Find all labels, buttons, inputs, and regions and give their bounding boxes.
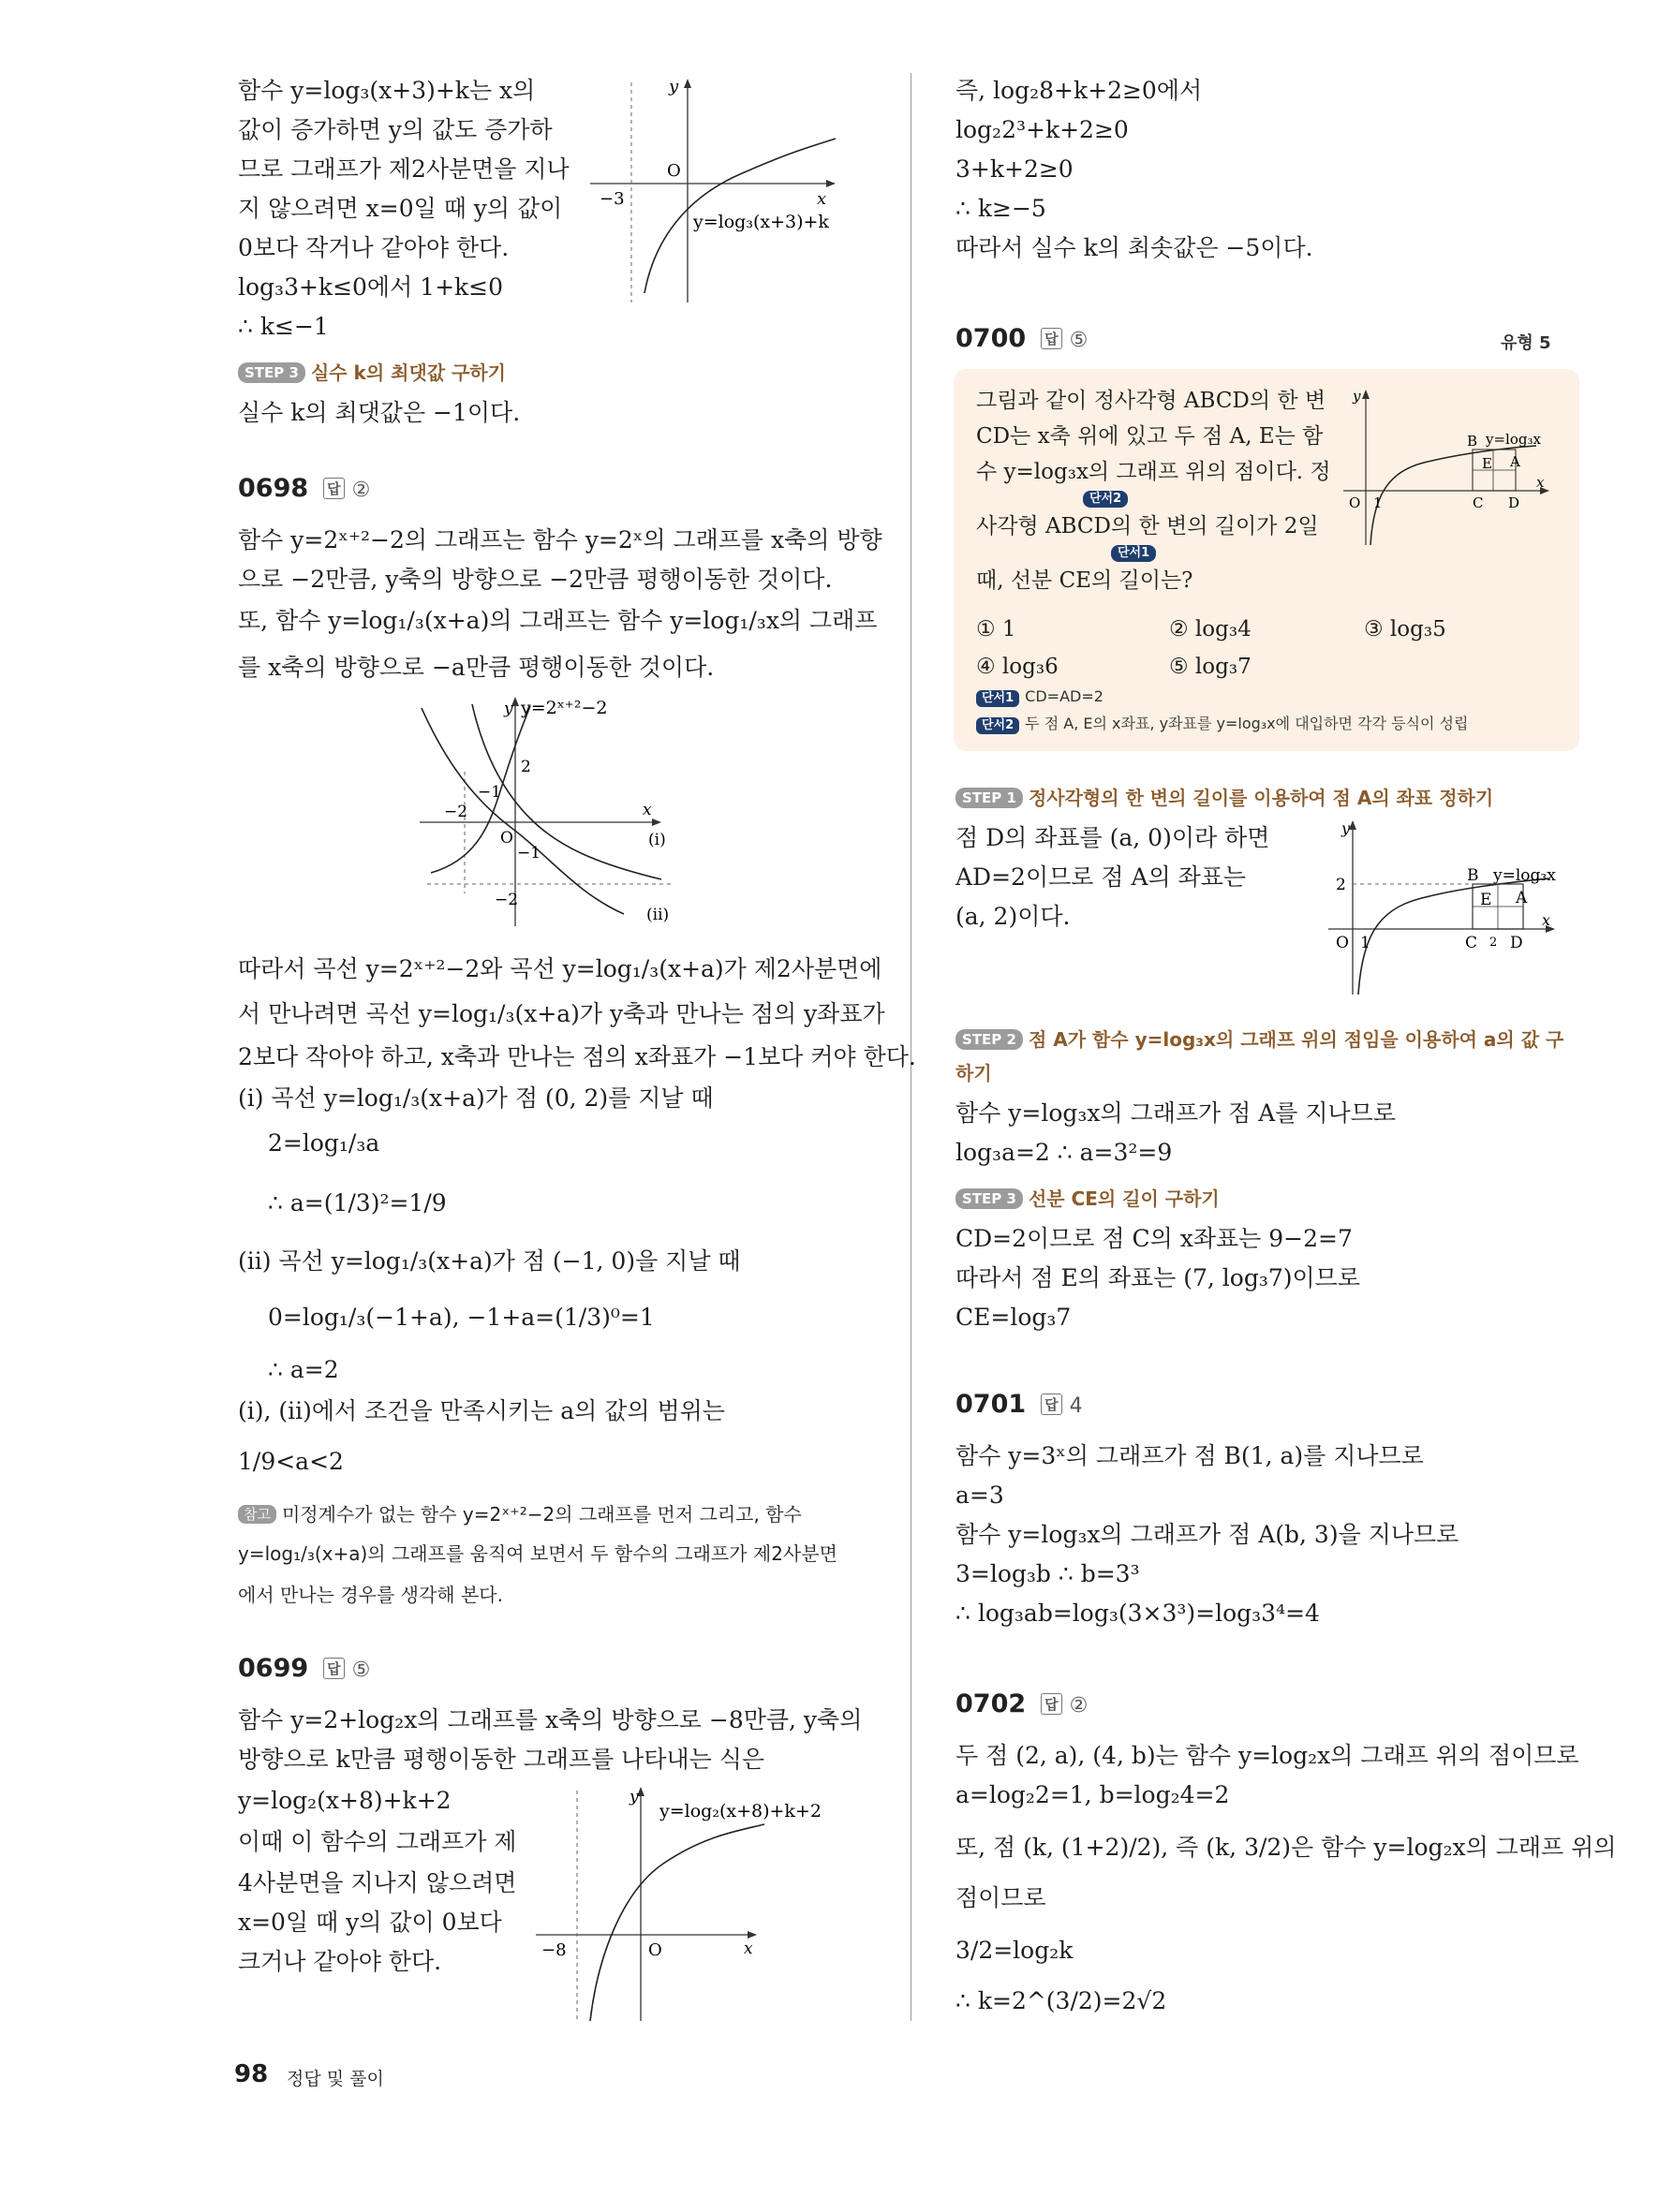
answer-tag: 답 xyxy=(323,478,345,499)
text-line: AD=2이므로 점 A의 좌표는 xyxy=(955,863,1247,891)
problem-line: CD는 x축 위에 있고 두 점 A, E는 함 xyxy=(976,424,1324,449)
text-line: (a, 2)이다. xyxy=(955,903,1071,930)
point-label: A xyxy=(1516,889,1528,907)
answer-value: ② xyxy=(1069,1694,1089,1718)
text-line: 함수 y=log₃(x+3)+k는 x의 xyxy=(238,77,536,104)
text-line: ∴ k≤−1 xyxy=(238,313,329,340)
text-line: 점 D의 좌표를 (a, 0)이라 하면 xyxy=(955,824,1270,851)
text-line: 함수 y=2ˣ⁺²−2의 그래프는 함수 y=2ˣ의 그래프를 x축의 방향 xyxy=(238,526,882,553)
step-title-cont: 하기 xyxy=(955,1062,992,1084)
text-line: 실수 k의 최댓값은 −1이다. xyxy=(238,399,521,426)
curve-label-i: (i) xyxy=(648,831,666,849)
text-line: 즉, log₂8+k+2≥0에서 xyxy=(955,77,1203,104)
text-line: log₂2³+k+2≥0 xyxy=(955,116,1129,143)
text-line: 서 만나려면 곡선 y=log₁/₃(x+a)가 y축과 만나는 점의 y좌표가 xyxy=(238,1000,885,1027)
hint-line xyxy=(976,712,1468,734)
step-label xyxy=(238,358,506,385)
log-graph-0699 xyxy=(532,1779,888,2025)
text-line: 함수 y=log₃x의 그래프가 점 A를 지나므로 xyxy=(955,1099,1396,1127)
y-axis-label: y xyxy=(669,77,679,96)
text-line: 함수 y=2+log₂x의 그래프를 x축의 방향으로 −8만큼, y축의 xyxy=(238,1706,863,1733)
text-line: 값이 증가하면 y의 값도 증가하 xyxy=(238,116,553,143)
tick-label: 2 xyxy=(1336,876,1346,894)
x-axis-label: x xyxy=(817,189,827,209)
text-line: 또, 점 (k, (1+2)/2), 즉 (k, 3/2)은 함수 y=log₂x의 그래프 위의 xyxy=(955,1834,1617,1861)
origin-label: O xyxy=(1336,934,1349,952)
text-line: 함수 y=log₃x의 그래프가 점 A(b, 3)을 지나므로 xyxy=(955,1521,1459,1548)
text-line: 므로 그래프가 제2사분면을 지나 xyxy=(238,155,570,183)
origin-label: O xyxy=(500,829,513,848)
step-label xyxy=(955,783,1493,810)
log-graph-1 xyxy=(590,73,881,307)
clue-tag: 단서2 xyxy=(1083,491,1128,508)
text-line: ∴ k≥−5 xyxy=(955,195,1046,222)
answer-tag: 답 xyxy=(323,1658,345,1679)
answer-tag: 답 xyxy=(1041,328,1062,349)
step-tag: STEP 1 xyxy=(955,788,1023,808)
curve-equation: y=log₃x xyxy=(1486,431,1541,448)
point-label: C xyxy=(1473,494,1484,511)
point-label: A xyxy=(1510,453,1520,470)
tick-label: −8 xyxy=(541,1940,567,1960)
text-line: log₃a=2 ∴ a=3²=9 xyxy=(955,1139,1173,1166)
origin-label: O xyxy=(648,1940,662,1960)
text-line: (i) 곡선 y=log₁/₃(x+a)가 점 (0, 2)를 지날 때 xyxy=(238,1084,714,1112)
curve-equation: y=log₃x xyxy=(1493,866,1556,885)
point-label: D xyxy=(1508,494,1520,511)
tick-label: −3 xyxy=(600,189,625,209)
hint-tag: 단서1 xyxy=(976,690,1019,707)
text-line: 3+k+2≥0 xyxy=(955,155,1074,183)
text-line: ∴ log₃ab=log₃(3×3³)=log₃3⁴=4 xyxy=(955,1600,1320,1627)
text-line: 1/9<a<2 xyxy=(238,1448,344,1475)
text-line: 3/2=log₂k xyxy=(955,1937,1074,1964)
text-line: 함수 y=3ˣ의 그래프가 점 B(1, a)를 지나므로 xyxy=(955,1442,1424,1469)
point-label: E xyxy=(1480,891,1492,909)
problem-line: 사각형 ABCD의 한 변의 길이가 2일 xyxy=(976,514,1319,538)
hint-tag: 단서2 xyxy=(976,717,1019,734)
question-header-0702 xyxy=(955,1689,1088,1718)
page-number: 98 xyxy=(234,2060,269,2088)
question-header-0699 xyxy=(238,1654,370,1683)
answer-tag: 답 xyxy=(1041,1693,1062,1715)
choice: ① 1 xyxy=(976,617,1016,641)
tick-label: −1 xyxy=(478,783,502,802)
point-label: B xyxy=(1467,866,1479,885)
y-axis-label: y xyxy=(630,1788,639,1806)
note-line: y=log₁/₃(x+a)의 그래프를 움직여 보면서 두 함수의 그래프가 제2사분면 xyxy=(238,1542,837,1565)
text-line: 따라서 곡선 y=2ˣ⁺²−2와 곡선 y=log₁/₃(x+a)가 제2사분면에 xyxy=(238,955,882,982)
question-header-0700 xyxy=(955,324,1088,353)
text-line: 따라서 점 E의 좌표는 (7, log₃7)이므로 xyxy=(955,1264,1360,1291)
step-title: 실수 k의 최댓값 구하기 xyxy=(310,361,507,384)
text-line: ∴ k=2^(3/2)=2√2 xyxy=(955,1987,1167,2014)
problem-line: 때, 선분 CE의 길이는? xyxy=(976,568,1193,593)
text-line: 지 않으려면 x=0일 때 y의 값이 xyxy=(238,195,563,222)
question-header-0698 xyxy=(238,474,370,503)
answer-value: ⑤ xyxy=(1069,329,1089,352)
step-title: 선분 CE의 길이 구하기 xyxy=(1028,1187,1220,1210)
text-line: a=3 xyxy=(955,1482,1004,1509)
text-line: (ii) 곡선 y=log₁/₃(x+a)가 점 (−1, 0)을 지날 때 xyxy=(238,1247,741,1275)
choice: ④ log₃6 xyxy=(976,655,1059,679)
question-number: 0701 xyxy=(955,1390,1027,1419)
answer-value: ⑤ xyxy=(351,1659,371,1682)
text-line: y=log₂(x+8)+k+2 xyxy=(238,1787,452,1814)
text-line: x=0일 때 y의 값이 0보다 xyxy=(238,1909,502,1936)
y-axis-label: y xyxy=(1353,388,1361,405)
text-line: (i), (ii)에서 조건을 만족시키는 a의 값의 범위는 xyxy=(238,1397,725,1424)
text-line: 4사분면을 지나지 않으려면 xyxy=(238,1869,517,1896)
tick-label: 1 xyxy=(1360,934,1370,952)
x-axis-label: x xyxy=(1542,911,1551,929)
text-line: 를 x축의 방향으로 −a만큼 평행이동한 것이다. xyxy=(238,654,715,681)
hint-text: 두 점 A, E의 x좌표, y좌표를 y=log₃x에 대입하면 각각 등식이 성립 xyxy=(1025,715,1469,732)
y-axis-label: y xyxy=(504,700,513,718)
step-title: 정사각형의 한 변의 길이를 이용하여 점 A의 좌표 정하기 xyxy=(1028,787,1494,809)
question-number: 0698 xyxy=(238,474,309,503)
text-line: 3=log₃b ∴ b=3³ xyxy=(955,1560,1140,1587)
x-axis-label: x xyxy=(1536,474,1545,491)
point-label: E xyxy=(1482,455,1492,472)
text-line: 방향으로 k만큼 평행이동한 그래프를 나타내는 식은 xyxy=(238,1746,765,1773)
clue-tag: 단서1 xyxy=(1111,545,1156,562)
hint-line xyxy=(976,687,1104,707)
text-line: 크거나 같아야 한다. xyxy=(238,1948,442,1975)
curve-equation: y=log₃(x+3)+k xyxy=(693,212,829,232)
tick-label: −1 xyxy=(517,844,541,863)
text-line: a=log₂2=1, b=log₂4=2 xyxy=(955,1781,1230,1808)
text-line: ∴ a=(1/3)²=1/9 xyxy=(268,1189,447,1217)
origin-label: O xyxy=(667,161,681,181)
y-axis-label: y xyxy=(1341,819,1351,837)
text-line: 따라서 실수 k의 최솟값은 −5이다. xyxy=(955,234,1313,261)
tick-label: 1 xyxy=(1373,494,1383,511)
tick-label: −2 xyxy=(495,891,519,909)
problem-type-label: 유형 5 xyxy=(1501,333,1551,353)
problem-line: 수 y=log₃x의 그래프 위의 점이다. 정 xyxy=(976,460,1331,484)
step-tag: STEP 3 xyxy=(238,362,305,383)
choice: ② log₃4 xyxy=(1169,617,1252,641)
text-line: 두 점 (2, a), (4, b)는 함수 y=log₂x의 그래프 위의 점이므로 xyxy=(955,1742,1579,1769)
step-label xyxy=(955,1184,1220,1211)
problem-graph xyxy=(1340,386,1569,554)
answer-value: 4 xyxy=(1069,1394,1083,1418)
step-tag: STEP 2 xyxy=(955,1029,1023,1050)
question-number: 0702 xyxy=(955,1689,1027,1718)
note-tag: 참고 xyxy=(238,1505,276,1524)
note-text: 미정계수가 없는 함수 y=2ˣ⁺²−2의 그래프를 먼저 그리고, 함수 xyxy=(281,1503,802,1526)
step-tag: STEP 3 xyxy=(955,1188,1023,1209)
text-line: ∴ a=2 xyxy=(268,1356,339,1383)
solution-graph xyxy=(1325,817,1579,1000)
step-label xyxy=(955,1025,1563,1052)
text-line: 2=log₁/₃a xyxy=(268,1129,380,1157)
step-title: 점 A가 함수 y=log₃x의 그래프 위의 점임을 이용하여 a의 값 구 xyxy=(1028,1028,1564,1051)
choice: ⑤ log₃7 xyxy=(1169,655,1252,679)
origin-label: O xyxy=(1349,494,1361,511)
choice: ③ log₃5 xyxy=(1364,617,1446,641)
text-line: 2보다 작아야 하고, x축과 만나는 점의 x좌표가 −1보다 커야 한다. xyxy=(238,1043,916,1070)
curve-equation: y=2ˣ⁺²−2 xyxy=(521,698,608,718)
note-line: 에서 만나는 경우를 생각해 본다. xyxy=(238,1584,503,1606)
point-label: B xyxy=(1467,433,1478,450)
text-line: CE=log₃7 xyxy=(955,1304,1072,1331)
exp-log-graph-0698 xyxy=(418,697,699,931)
note-line xyxy=(238,1498,802,1530)
segment-label: 2 xyxy=(1489,936,1498,950)
footer-title: 정답 및 풀이 xyxy=(287,2069,384,2089)
answer-tag: 답 xyxy=(1041,1394,1062,1415)
tick-label: −2 xyxy=(444,803,468,821)
question-header-0701 xyxy=(955,1390,1083,1419)
x-axis-label: x xyxy=(643,801,652,819)
text-line: CD=2이므로 점 C의 x좌표는 9−2=7 xyxy=(955,1225,1353,1252)
text-line: 또, 함수 y=log₁/₃(x+a)의 그래프는 함수 y=log₁/₃x의 그래프 xyxy=(238,607,878,634)
answer-value: ② xyxy=(351,479,371,502)
curve-equation: y=log₂(x+8)+k+2 xyxy=(659,1801,822,1821)
question-number: 0700 xyxy=(955,324,1027,353)
hint-text: CD=AD=2 xyxy=(1025,687,1104,705)
text-line: 0=log₁/₃(−1+a), −1+a=(1/3)⁰=1 xyxy=(268,1304,655,1331)
text-line: 점이므로 xyxy=(955,1884,1046,1911)
point-label: D xyxy=(1510,934,1523,952)
text-line: log₃3+k≤0에서 1+k≤0 xyxy=(238,273,504,301)
point-label: C xyxy=(1465,934,1478,952)
x-axis-label: x xyxy=(744,1939,753,1958)
curve-label-ii: (ii) xyxy=(646,906,670,924)
question-number: 0699 xyxy=(238,1654,309,1683)
text-line: 으로 −2만큼, y축의 방향으로 −2만큼 평행이동한 것이다. xyxy=(238,566,833,593)
text-line: 0보다 작거나 같아야 한다. xyxy=(238,234,510,261)
tick-label: 2 xyxy=(521,758,531,776)
problem-line: 그림과 같이 정사각형 ABCD의 한 변 xyxy=(976,389,1326,413)
text-line: 이때 이 함수의 그래프가 제 xyxy=(238,1828,517,1855)
